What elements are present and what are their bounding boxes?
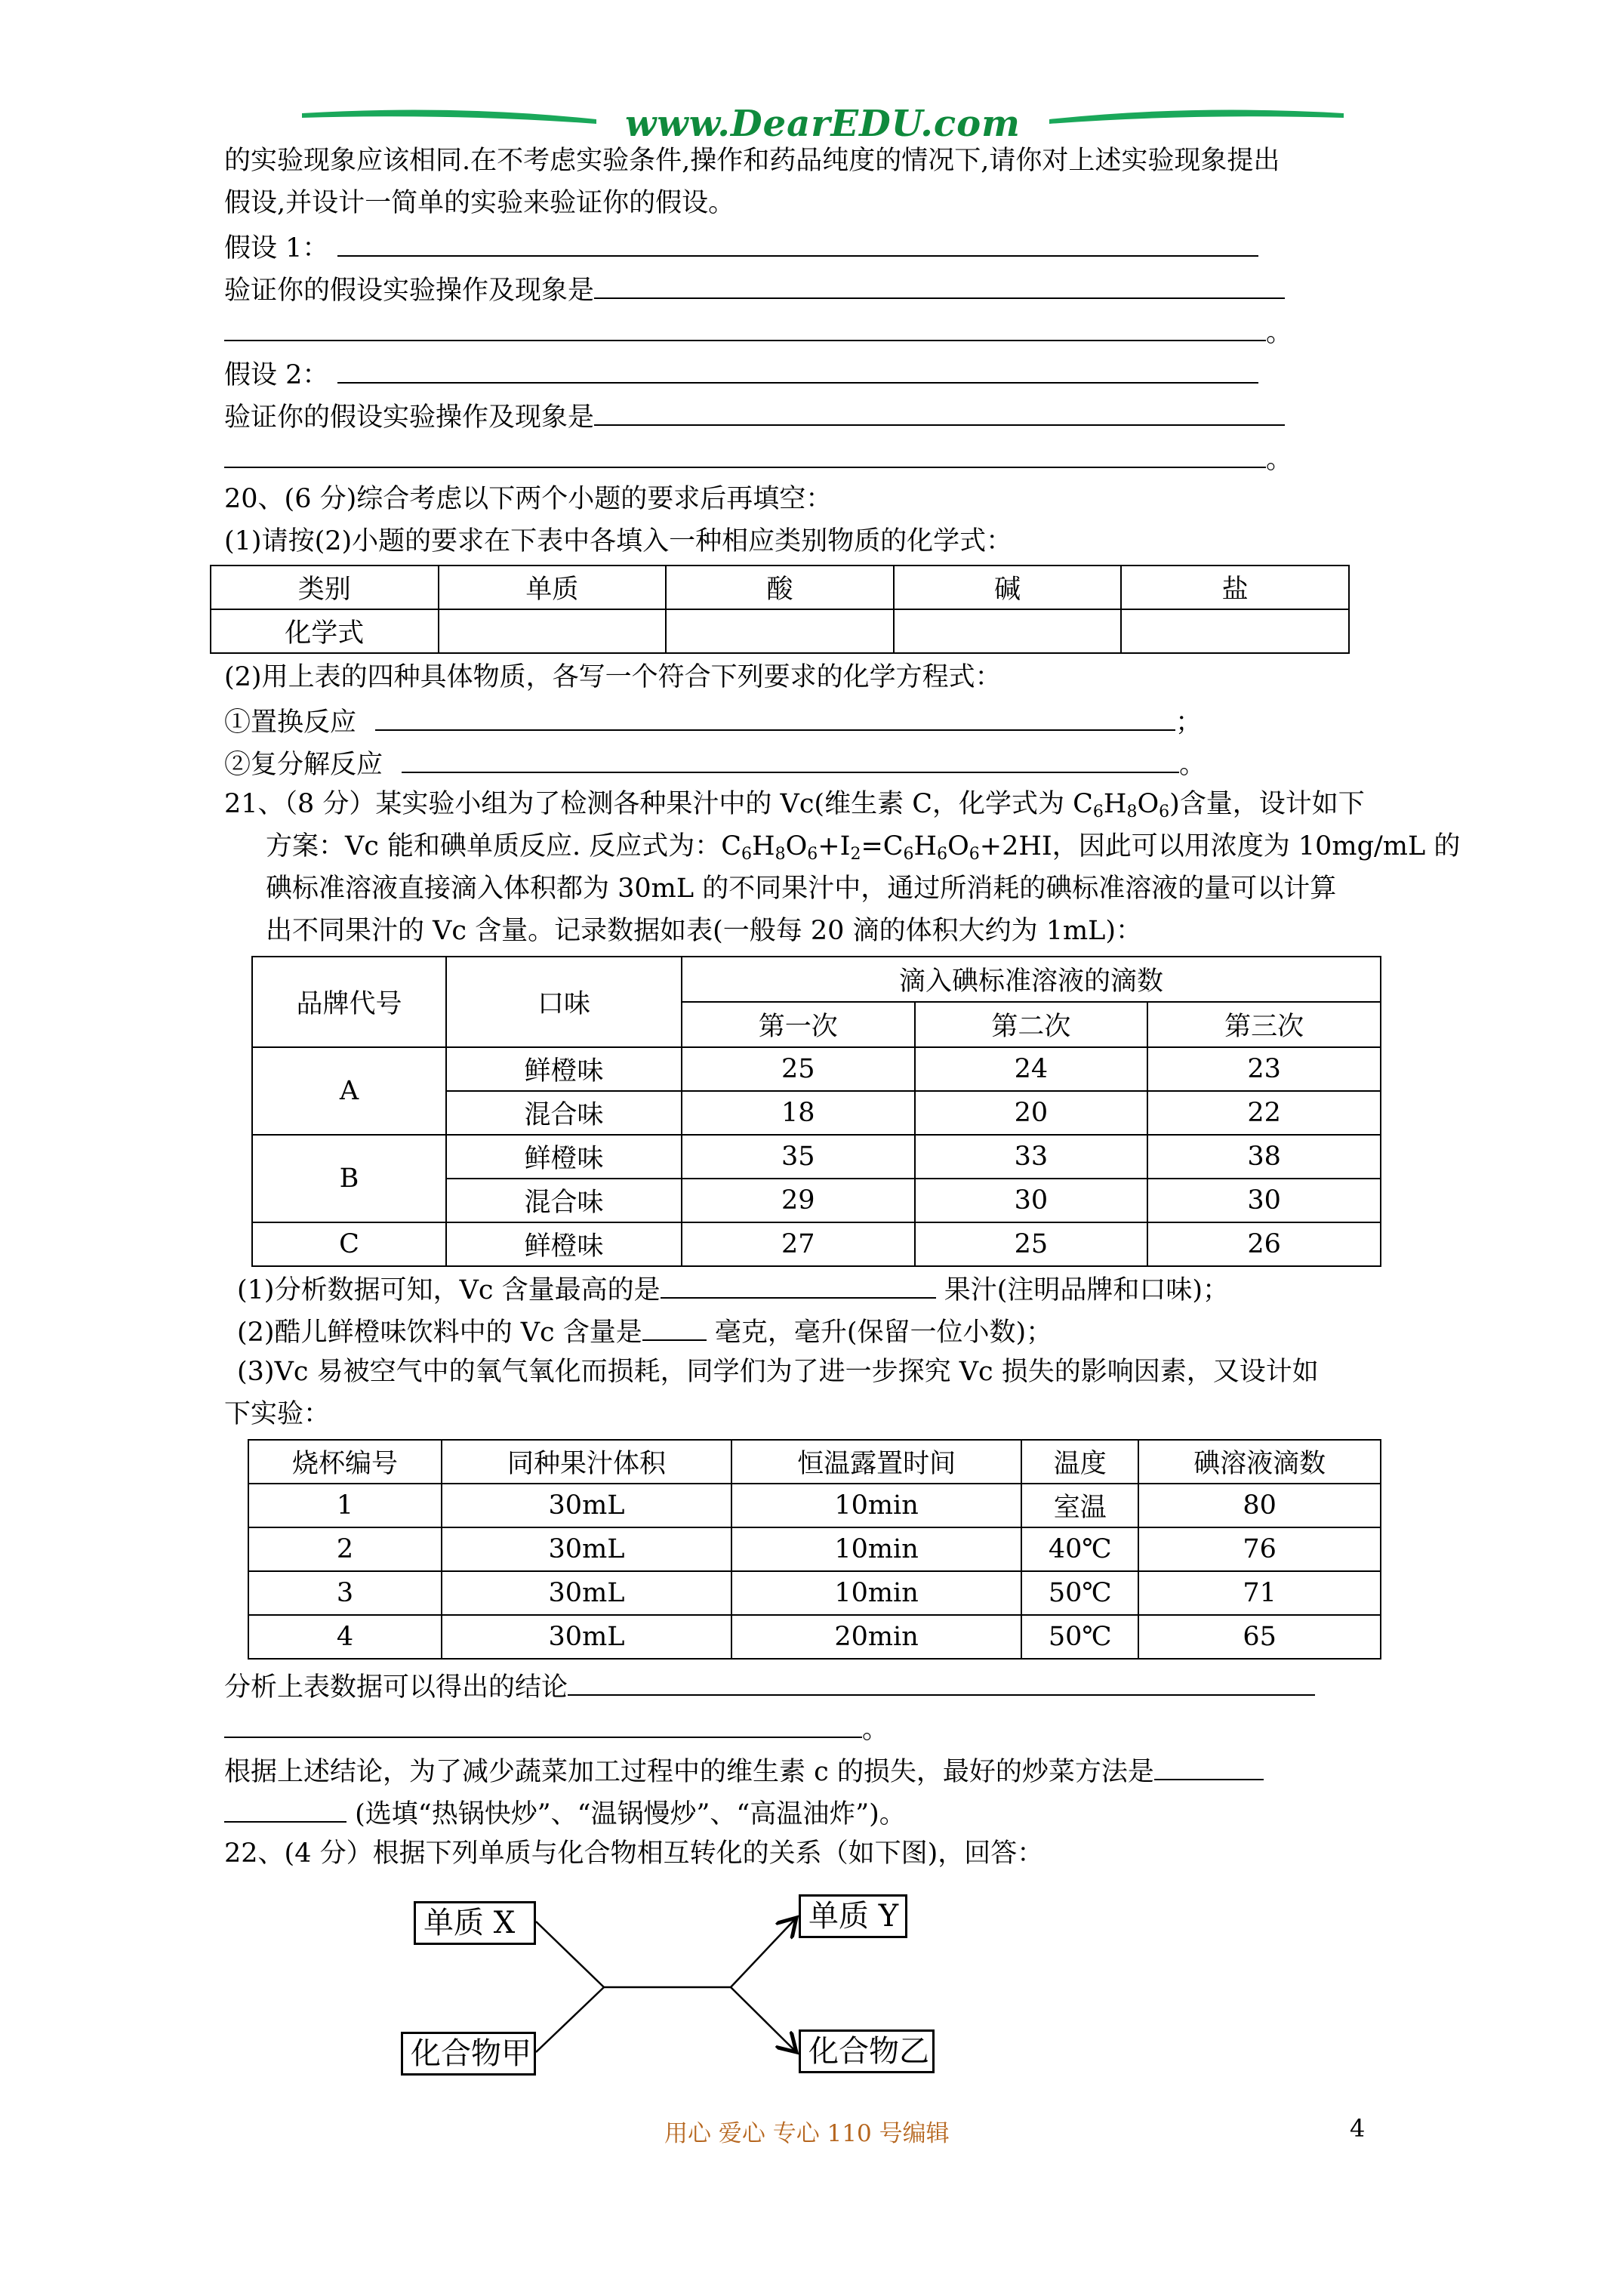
site-logo[interactable]: www.DearEDU.com (625, 103, 1021, 145)
box-element-x: 单质 X (414, 1901, 536, 1945)
q21-text: O (947, 831, 969, 861)
table-cell: 26 (1147, 1222, 1381, 1266)
period: 。 (1266, 318, 1293, 348)
subscript: 6 (1092, 803, 1104, 821)
table-cell: 24 (915, 1047, 1148, 1091)
table-header-cell: 烧杯编号 (248, 1440, 442, 1484)
table-cell-brand: B (252, 1135, 446, 1222)
table-cell: 30mL (442, 1484, 731, 1527)
cooking-options: (选填“热锅快炒”、“温锅慢炒”、“高温油炸”)。 (355, 1799, 906, 1829)
q21-text: +I (818, 831, 851, 861)
q21-para-line-3: 碘标准溶液直接滴入体积都为 30mL 的不同果汁中，通过所消耗的碘标准溶液的量可以计算 (266, 874, 1337, 904)
table-cell: 30mL (442, 1615, 731, 1659)
table-cell: 2 (248, 1527, 442, 1571)
table-header-cell: 第一次 (682, 1002, 915, 1047)
table-header-cell: 口味 (446, 957, 682, 1047)
semicolon: ； (1175, 707, 1203, 738)
subscript: 6 (1159, 803, 1170, 821)
table-header-cell: 酸 (666, 566, 894, 609)
q20-item2-label: ②复分解反应 (224, 750, 383, 780)
table-cell: 76 (1138, 1527, 1381, 1571)
box-compound-jia: 化合物甲 (401, 2032, 536, 2076)
table-cell: 混合味 (446, 1091, 682, 1135)
intro-line-1: 的实验现象应该相同.在不考虑实验条件,操作和药品纯度的情况下,请你对上述实验现象提出 (224, 146, 1280, 176)
table-cell: 4 (248, 1615, 442, 1659)
table-cell: 38 (1147, 1135, 1381, 1179)
table-cell: 30mL (442, 1527, 731, 1571)
subscript: 6 (903, 845, 914, 864)
subscript: 6 (741, 845, 753, 864)
table-header-cell: 碱 (894, 566, 1122, 609)
table-cell: 室温 (1021, 1484, 1138, 1527)
table-cell: 20 (915, 1091, 1148, 1135)
table-header-cell: 单质 (439, 566, 667, 609)
subscript: 8 (775, 845, 786, 864)
q21-sub2-text: (2)酷儿鲜橙味饮料中的 Vc 含量是 (237, 1318, 642, 1348)
table-cell: 1 (248, 1484, 442, 1527)
table-cell: 27 (682, 1222, 915, 1266)
connector-line (536, 1922, 604, 1987)
table-cell: 10min (731, 1571, 1021, 1615)
table-header-cell: 第二次 (915, 1002, 1148, 1047)
q21-text: O (1137, 789, 1160, 819)
table-cell: 29 (682, 1179, 915, 1222)
table-cell: 65 (1138, 1615, 1381, 1659)
q21-sub1-text: (1)分析数据可知，Vc 含量最高的是 (237, 1275, 661, 1305)
subscript: 2 (850, 845, 861, 864)
table-cell: 22 (1147, 1091, 1381, 1135)
hypothesis-1-label: 假设 1： (224, 233, 329, 264)
q21-text: H (1103, 789, 1127, 819)
table-header-cell: 品牌代号 (252, 957, 446, 1047)
q21-text: =C (861, 831, 904, 861)
table-cell: 30 (1147, 1179, 1381, 1222)
subscript: 6 (937, 845, 948, 864)
q21-text: +2HI，因此可以用浓度为 10mg/mL 的 (979, 831, 1461, 861)
period: 。 (862, 1715, 889, 1745)
table-header-cell: 温度 (1021, 1440, 1138, 1484)
q21-text: )含量，设计如下 (1169, 789, 1365, 819)
q21-text: O (785, 831, 808, 861)
table-cell: 鲜橙味 (446, 1047, 682, 1091)
hypothesis-2-label: 假设 2： (224, 360, 329, 390)
table-cell: 50℃ (1021, 1571, 1138, 1615)
box-element-y: 单质 Y (799, 1894, 907, 1938)
table-cell: 23 (1147, 1047, 1381, 1091)
table-cell: 25 (682, 1047, 915, 1091)
period: 。 (1179, 750, 1206, 780)
intro-line-2: 假设,并设计一简单的实验来验证你的假设。 (224, 188, 735, 218)
table-header-cell: 恒温露置时间 (731, 1440, 1021, 1484)
q21-sub2-text-end: 毫克，毫升(保留一位小数)； (714, 1318, 1053, 1348)
table-cell-brand: A (252, 1047, 446, 1135)
table-cell-brand: C (252, 1222, 446, 1266)
table-header-cell: 盐 (1121, 566, 1349, 609)
q22-title: 22、(4 分）根据下列单质与化合物相互转化的关系（如下图)，回答： (224, 1838, 1044, 1869)
q21-text: H (752, 831, 775, 861)
subscript: 6 (807, 845, 818, 864)
connector-line (536, 1987, 604, 2052)
q21-sub3-line-2: 下实验： (224, 1399, 331, 1429)
q21-text: H (913, 831, 938, 861)
page-footer: 用心 爱心 专心 110 号编辑 (664, 2120, 950, 2147)
subscript: 8 (1126, 803, 1138, 821)
table-cell: 3 (248, 1571, 442, 1615)
q20-sub1: (1)请按(2)小题的要求在下表中各填入一种相应类别物质的化学式： (224, 526, 1013, 556)
table-cell: 33 (915, 1135, 1148, 1179)
table-header-cell: 碘溶液滴数 (1138, 1440, 1381, 1484)
q21-sub1-text-end: 果汁(注明品牌和口味)； (944, 1275, 1230, 1305)
period: 。 (1266, 445, 1293, 475)
conclusion-label: 分析上表数据可以得出的结论 (224, 1672, 568, 1703)
q20-sub2: (2)用上表的四种具体物质，各写一个符合下列要求的化学方程式： (224, 662, 1002, 692)
table-cell: 30 (915, 1179, 1148, 1222)
table-cell: 25 (915, 1222, 1148, 1266)
verify-2-label: 验证你的假设实验操作及现象是 (224, 402, 595, 433)
table-cell: 71 (1138, 1571, 1381, 1615)
table-cell: 30mL (442, 1571, 731, 1615)
table-row-label: 化学式 (211, 609, 439, 653)
q20-title: 20、(6 分)综合考虑以下两个小题的要求后再填空： (224, 484, 833, 514)
q21-para-line-4: 出不同果汁的 Vc 含量。记录数据如表(一般每 20 滴的体积大约为 1mL)： (266, 916, 1143, 946)
table-header-cell: 类别 (211, 566, 439, 609)
verify-1-label: 验证你的假设实验操作及现象是 (224, 276, 595, 306)
box-compound-yi: 化合物乙 (799, 2029, 935, 2073)
arrow-to-y (731, 1918, 796, 1987)
q21-sub3-line-1: (3)Vc 易被空气中的氧气氧化而损耗，同学们为了进一步探究 Vc 损失的影响因素，又设计如 (237, 1357, 1319, 1387)
q21-text: 21、（8 分）某实验小组为了检测各种果汁中的 Vc(维生素 C，化学式为 C (224, 789, 1093, 819)
page-number: 4 (1350, 2114, 1366, 2143)
table-cell: 80 (1138, 1484, 1381, 1527)
table-header-cell: 滴入碘标准溶液的滴数 (682, 957, 1381, 1002)
table-cell: 40℃ (1021, 1527, 1138, 1571)
table-cell: 混合味 (446, 1179, 682, 1222)
table-cell: 鲜橙味 (446, 1222, 682, 1266)
cooking-question: 根据上述结论，为了减少蔬菜加工过程中的维生素 c 的损失，最好的炒菜方法是 (224, 1757, 1154, 1787)
table-cell: 18 (682, 1091, 915, 1135)
table-cell: 10min (731, 1527, 1021, 1571)
table-cell: 鲜橙味 (446, 1135, 682, 1179)
table-cell: 50℃ (1021, 1615, 1138, 1659)
q21-text: 方案：Vc 能和碘单质反应. 反应式为：C (266, 831, 742, 861)
q20-item1-label: ①置换反应 (224, 707, 357, 738)
table-cell: 35 (682, 1135, 915, 1179)
subscript: 6 (969, 845, 980, 864)
table-cell: 10min (731, 1484, 1021, 1527)
arrow-to-yi (731, 1987, 796, 2052)
table-header-cell: 同种果汁体积 (442, 1440, 731, 1484)
table-cell: 20min (731, 1615, 1021, 1659)
table-header-cell: 第三次 (1147, 1002, 1381, 1047)
